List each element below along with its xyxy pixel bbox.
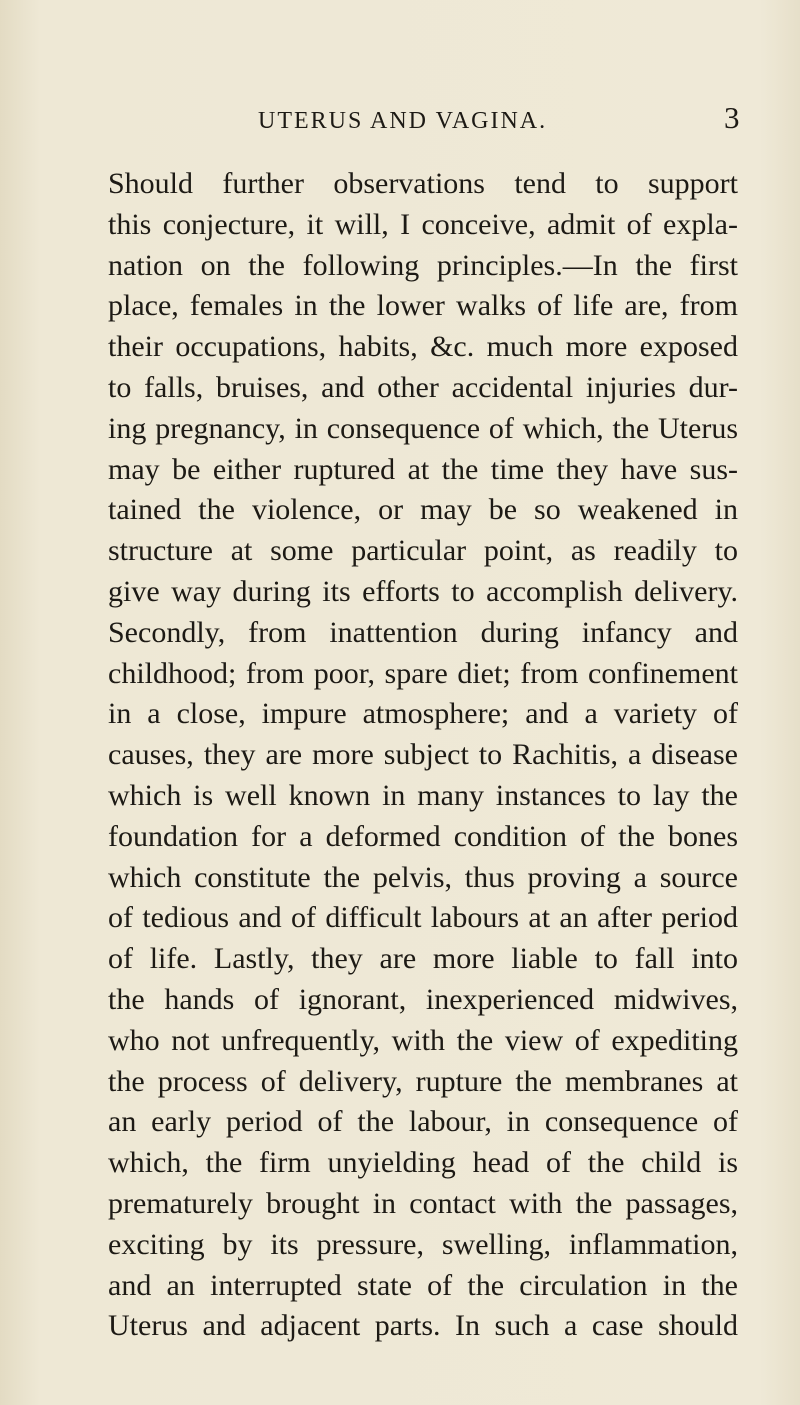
text-line: to falls, bruises, and other accidental injuries dur- (108, 370, 738, 404)
text-line: Secondly, from inattention during infancy and (108, 615, 738, 649)
text-line: the hands of ignorant, inexperienced midwives, (108, 982, 738, 1016)
text-line: ing pregnancy, in consequence of which, the Uterus (108, 411, 738, 445)
page-number: 3 (724, 100, 740, 135)
text-line: their occupations, habits, &c. much more exposed (108, 330, 738, 364)
text-line: which constitute the pelvis, thus proving a source (108, 860, 738, 894)
text-line: structure at some particular point, as readily to (108, 534, 738, 568)
text-line: the process of delivery, rupture the membranes at (108, 1064, 738, 1098)
text-line: Should further observations tend to support (108, 167, 738, 200)
text-line: an early period of the labour, in consequence of (108, 1105, 738, 1139)
text-line: of life. Lastly, they are more liable to fall into (108, 942, 738, 976)
text-line: this conjecture, it will, I conceive, admit of expla- (108, 207, 738, 241)
text-line: in a close, impure atmosphere; and a variety of (108, 697, 738, 731)
text-line: exciting by its pressure, swelling, inflammation, (108, 1227, 738, 1261)
text-line: of tedious and of difficult labours at an after period (108, 901, 738, 935)
text-line: Uterus and adjacent parts. In such a case should (108, 1309, 738, 1343)
text-line: who not unfrequently, with the view of expediting (108, 1023, 738, 1057)
text-line: and an interrupted state of the circulation in the (108, 1268, 738, 1302)
text-line: which is well known in many instances to lay the (108, 778, 738, 812)
running-head (0, 100, 800, 140)
text-line: may be either ruptured at the time they have sus- (108, 452, 738, 486)
text-line: place, females in the lower walks of life are, from (108, 289, 738, 323)
text-line: foundation for a deformed condition of the bones (108, 819, 738, 853)
text-line: give way during its efforts to accomplish delivery. (108, 574, 738, 608)
text-line: nation on the following principles.—In the first (108, 248, 738, 282)
text-line: childhood; from poor, spare diet; from confinement (108, 656, 738, 690)
text-line: tained the violence, or may be so weakened in (108, 493, 738, 527)
text-line: which, the firm unyielding head of the child is (108, 1146, 738, 1180)
body-text (108, 164, 738, 1347)
running-title: UTERUS AND VAGINA. (258, 108, 548, 134)
text-line: prematurely brought in contact with the passages, (108, 1186, 738, 1220)
text-line: causes, they are more subject to Rachitis, a disease (108, 738, 738, 772)
